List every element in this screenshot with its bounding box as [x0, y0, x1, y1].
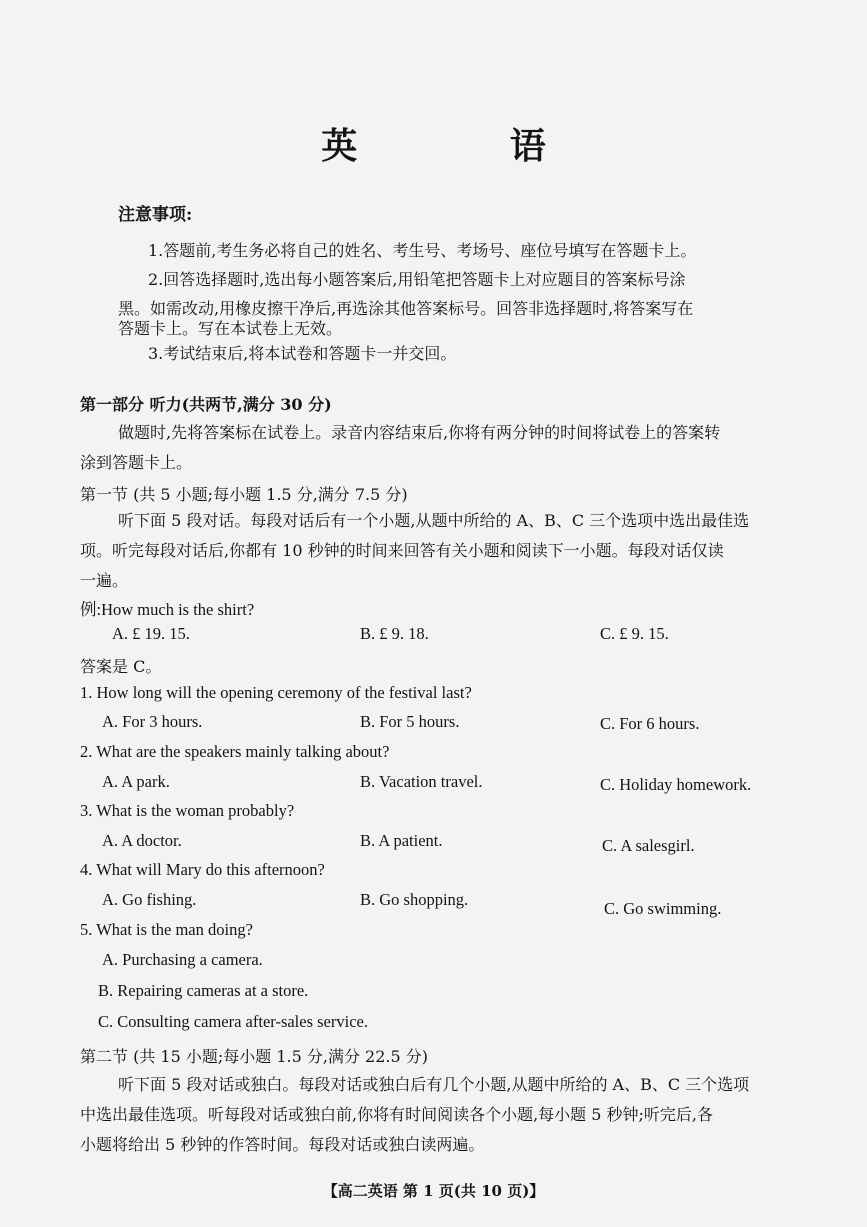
example-option-a: A. £ 19. 15. — [112, 624, 190, 643]
q4-option-b: B. Go shopping. — [360, 890, 469, 909]
notes-heading: 注意事项: — [118, 205, 193, 225]
example-option-b: B. £ 9. 18. — [360, 624, 429, 643]
q5-option-b: B. Repairing cameras at a store. — [98, 981, 309, 1000]
question-3: 3. What is the woman probably? — [80, 801, 295, 820]
example-answer: 答案是 C。 — [80, 657, 162, 676]
q1-option-c: C. For 6 hours. — [600, 714, 700, 733]
part1-heading: 第一部分 听力(共两节,满分 30 分) — [80, 395, 332, 414]
question-1: 1. How long will the opening ceremony of the festival last? — [80, 683, 472, 702]
section1-intro-line-3: 一遍。 — [80, 571, 129, 590]
q5-option-c: C. Consulting camera after-sales service. — [98, 1012, 368, 1031]
q4-option-a: A. Go fishing. — [102, 890, 197, 909]
q2-option-a: A. A park. — [102, 772, 170, 791]
section1-intro-line-1: 听下面 5 段对话。每段对话后有一个小题,从题中所给的 A、B、C 三个选项中选出最佳选 — [118, 511, 750, 530]
section2-intro-line-2: 中选出最佳选项。听每段对话或独白前,你将有时间阅读各个小题,每小题 5 秒钟;听完后,各 — [80, 1105, 714, 1124]
q2-option-b: B. Vacation travel. — [360, 772, 483, 791]
section2-intro-line-1: 听下面 5 段对话或独白。每段对话或独白后有几个小题,从题中所给的 A、B、C 三个选项 — [118, 1075, 750, 1094]
part1-intro-line-1: 做题时,先将答案标在试卷上。录音内容结束后,你将有两分钟的时间将试卷上的答案转 — [118, 423, 721, 442]
question-4: 4. What will Mary do this afternoon? — [80, 860, 325, 879]
q3-option-c: C. A salesgirl. — [602, 836, 695, 855]
example-question: 例:How much is the shirt? — [80, 600, 255, 619]
note-item-2-line-1: 2.回答选择题时,选出每小题答案后,用铅笔把答题卡上对应题目的答案标号涂 — [148, 270, 686, 289]
question-5: 5. What is the man doing? — [80, 920, 253, 939]
section1-intro-line-2: 项。听完每段对话后,你都有 10 秒钟的时间来回答有关小题和阅读下一小题。每段对话仅读 — [80, 541, 724, 560]
part1-intro-line-2: 涂到答题卡上。 — [80, 453, 193, 472]
q1-option-b: B. For 5 hours. — [360, 712, 460, 731]
q2-option-c: C. Holiday homework. — [600, 775, 752, 794]
q1-option-a: A. For 3 hours. — [102, 712, 203, 731]
note-item-2-line-3: 答题卡上。写在本试卷上无效。 — [118, 319, 343, 338]
q3-option-b: B. A patient. — [360, 831, 443, 850]
section2-heading: 第二节 (共 15 小题;每小题 1.5 分,满分 22.5 分) — [80, 1047, 428, 1066]
note-item-3: 3.考试结束后,将本试卷和答题卡一并交回。 — [148, 344, 457, 363]
page-title: 英 语 — [321, 125, 616, 167]
note-item-2-line-2: 黑。如需改动,用橡皮擦干净后,再选涂其他答案标号。回答非选择题时,将答案写在 — [118, 299, 694, 318]
q3-option-a: A. A doctor. — [102, 831, 182, 850]
example-option-c: C. £ 9. 15. — [600, 624, 669, 643]
note-item-1: 1.答题前,考生务必将自己的姓名、考生号、考场号、座位号填写在答题卡上。 — [148, 241, 697, 260]
section1-heading: 第一节 (共 5 小题;每小题 1.5 分,满分 7.5 分) — [80, 485, 408, 504]
section2-intro-line-3: 小题将给出 5 秒钟的作答时间。每段对话或独白读两遍。 — [80, 1135, 485, 1154]
question-2: 2. What are the speakers mainly talking about? — [80, 742, 390, 761]
page-footer: 【高二英语 第 1 页(共 10 页)】 — [322, 1182, 545, 1200]
q4-option-c: C. Go swimming. — [604, 899, 722, 918]
q5-option-a: A. Purchasing a camera. — [102, 950, 263, 969]
